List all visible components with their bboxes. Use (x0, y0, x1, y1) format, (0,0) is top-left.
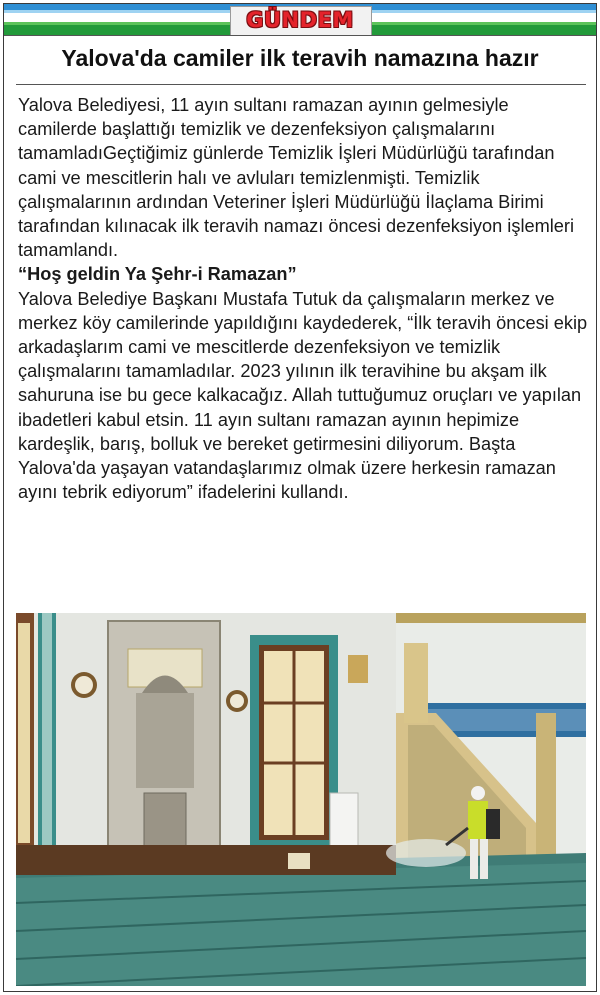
header-rule (4, 35, 596, 36)
mosque-interior-image (16, 613, 586, 986)
article-paragraph: Yalova Belediyesi, 11 ayın sultanı ramazan ayının gelmesiyle camilerde başlattığı temizlik ve dezenfeksiyon çalışmalarını tamamladıGeçtiğimiz günlerde Temizlik İşleri Müdürlüğü tarafından cami ve mescitlerin halı ve avluları temizlenmişti. Temizlik çalışmalarının ardından Veteriner İşleri Müdürlüğü İlaçlama Birimi tarafından kılınacak ilk teravih namazı öncesi dezenfeksiyon işlemleri tamamlandı. (18, 95, 574, 261)
headline-rule (16, 84, 586, 85)
article-paragraph: Yalova Belediye Başkanı Mustafa Tutuk da çalışmaların merkez ve merkez köy camilerinde yapıldığını kaydederek, “İlk teravih öncesi ekip arkadaşlarım cami ve mescitlerde dezenfeksiyon ve temizlik çalışmalarını tamamladılar. 2023 yılının ilk teravihine bu akşam ilk sahuruna ise bu gece kalkacağız. Allah tuttuğumuz oruçları ve yapılan ibadetleri kabul etsin. 11 ayın sultanı ramazan ayının hepimize kardeşlik, barış, bolluk ve bereket getirmesini diliyorum. Başta Yalova'da yaşayan vatandaşlarımız olmak üzere herkesin ramazan ayını tebrik ediyorum” ifadelerini kullandı. (18, 288, 588, 503)
article-headline: Yalova'da camiler ilk teravih namazına hazır (61, 45, 539, 71)
article-photo (16, 613, 586, 986)
article-subheading: “Hoş geldin Ya Şehr-i Ramazan” (18, 264, 297, 285)
section-label: GÜNDEM (246, 8, 354, 32)
article-body (18, 93, 590, 504)
